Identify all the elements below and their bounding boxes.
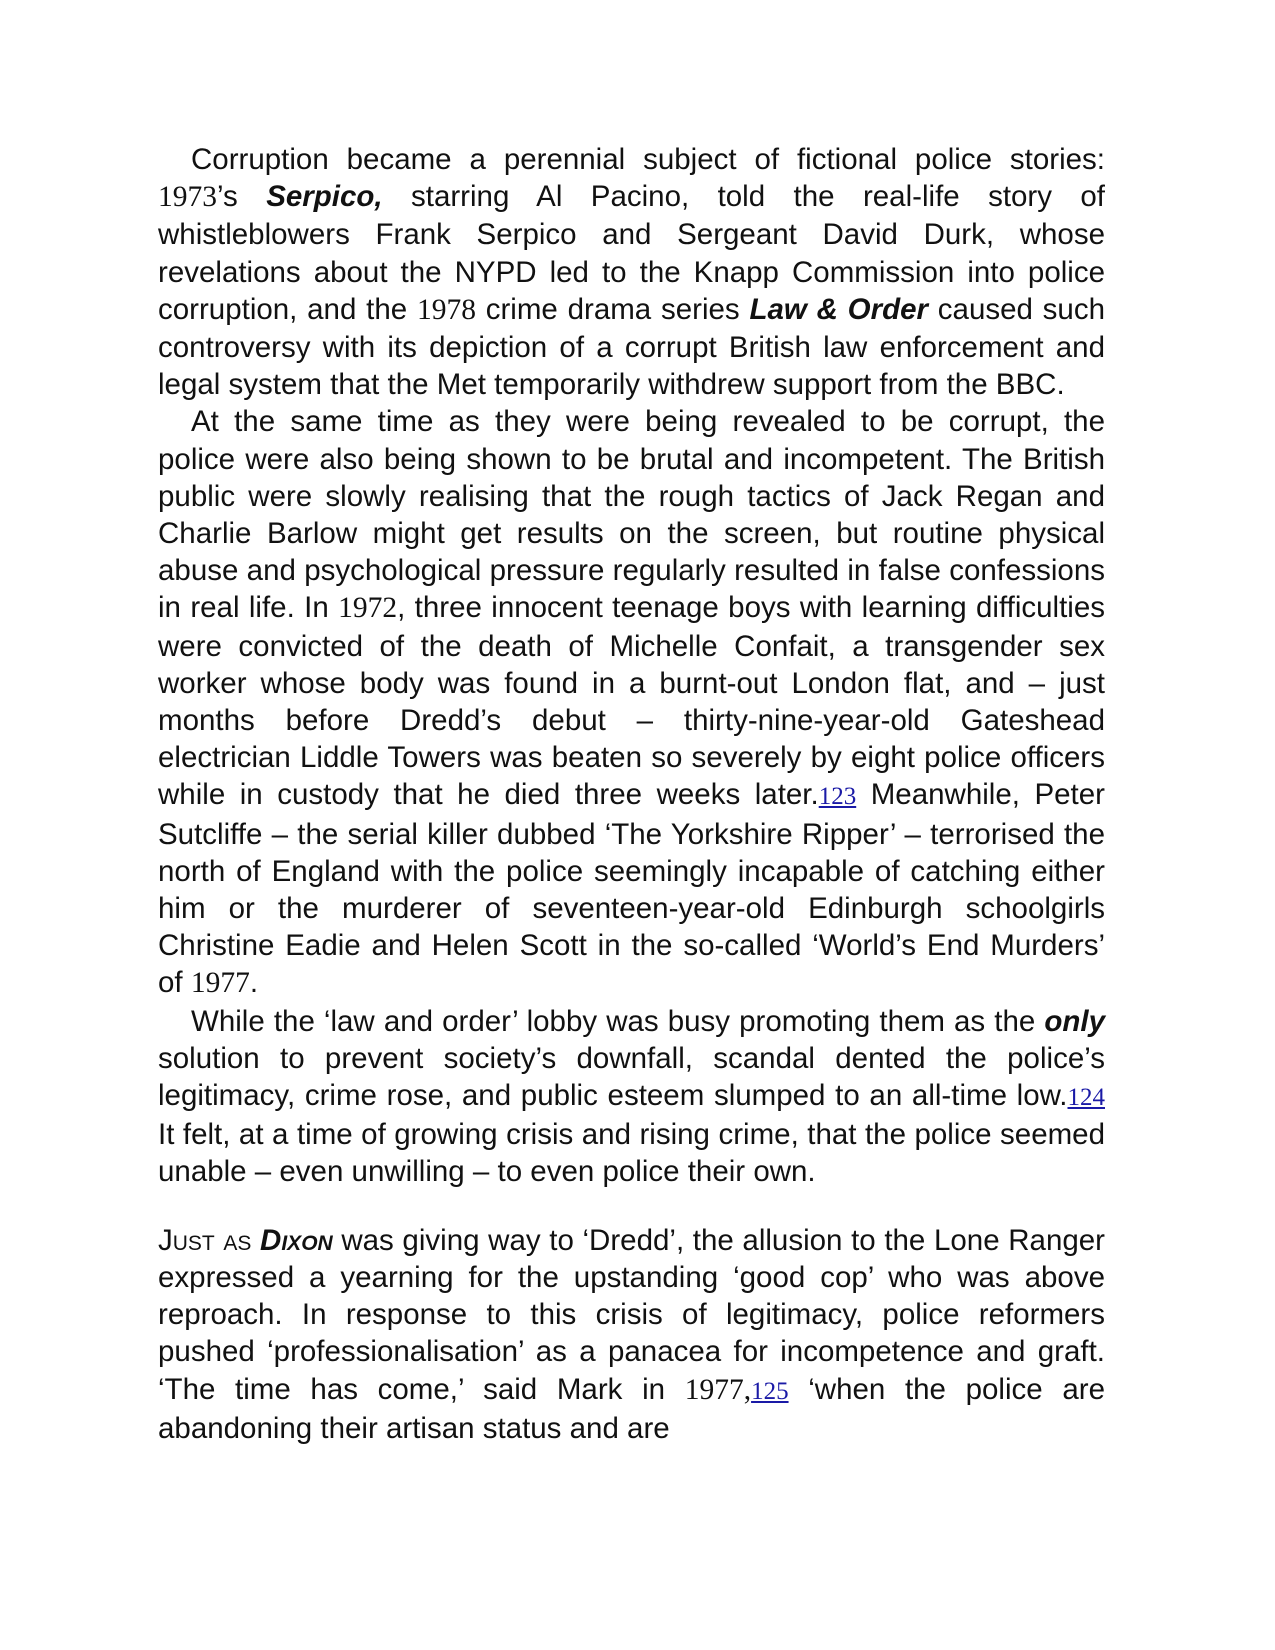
text-run: ’s (217, 180, 267, 214)
text-run: While the ‘law and order’ lobby was busy promoting them as the (191, 1004, 1045, 1038)
emphasized-text: Dixon (260, 1223, 333, 1257)
text-run: Meanwhile, Peter Sutcliffe – the serial killer dubbed ‘The Yorkshire Ripper’ – terrorised the north of England with the police seemingly incapable of catching either him or the murderer of seventeen-year-old Edinburgh schoolgirls Christine Eadie and Helen Scott in the so-called ‘World’s End Murders’ of (158, 778, 1105, 1000)
footnote-link[interactable]: 125 (751, 1377, 789, 1405)
text-run: Corruption became a perennial subject of fictional police stories: (191, 143, 1105, 176)
text-run: crime drama series (475, 292, 750, 326)
text-run: Just as (158, 1223, 252, 1257)
text-run: 1977, (684, 1373, 752, 1406)
text-run: . (249, 966, 259, 1000)
paragraph-legitimacy (158, 1003, 1105, 1191)
emphasized-text: Law & Order (749, 292, 929, 326)
text-run: caused such controversy with its depiction of a corrupt British law enforcement and legal system that the Met temporarily withdrew support from the BBC. (158, 292, 1106, 402)
page-body (158, 141, 1105, 1447)
text-run: starring Al Pacino, told the real-life story of whistleblowers Frank Serpico and Sergeant David Durk, whose revelations about the NYPD led to the Knapp Commission into police corruption, and the (158, 180, 1106, 326)
text-run: ‘when the police are abandoning their artisan status and are (158, 1372, 1105, 1445)
emphasized-text: only (1044, 1004, 1105, 1038)
text-run: At the same time as they were being revealed to be corrupt, the police were also being shown to be brutal and incompetent. The British public were slowly realising that the rough tactics of Jack Regan and Charlie Barlow might get results on the screen, but routine physical abuse and psychological pressure regularly resulted in false confessions in real life. In (158, 405, 1105, 625)
text-run: It felt, at a time of growing crisis and rising crime, that the police seemed unable – even unwilling – to even police their own. (158, 1118, 1105, 1189)
paragraph-brutality (158, 403, 1105, 1002)
text-run: 1978 (416, 293, 476, 326)
footnote-link[interactable]: 123 (818, 783, 857, 811)
footnote-link[interactable]: 124 (1067, 1084, 1105, 1112)
text-run (251, 1224, 260, 1257)
text-run: 1972 (338, 592, 398, 625)
text-run: , three innocent teenage boys with learning difficulties were convicted of the death of Michelle Confait, a transgender sex worker whose body was found in a burnt-out London flat, and – just months before Dredd’s debut – thirty-nine-year-old Gateshead electrician Liddle Towers was beaten so severely by eight police officers while in custody that he died three weeks later. (158, 591, 1106, 812)
text-run: 1973 (158, 181, 217, 214)
text-run: was giving way to ‘Dredd’, the allusion to the Lone Ranger expressed a yearning for the upstanding ‘good cop’ who was above reproach. In response to this crisis of legitimacy, police reformers pushed ‘professionalisation’ as a panacea for incompetence and graft. ‘The time has come,’ said Mark in (158, 1223, 1105, 1406)
paragraph-corruption (158, 141, 1105, 403)
text-run: solution to prevent society’s downfall, scandal dented the police’s legitimacy, crime rose, and public esteem slumped to an all-time low. (158, 1041, 1105, 1113)
text-run: 1977 (190, 967, 250, 1000)
emphasized-text: Serpico, (266, 180, 383, 214)
paragraph-professionalisation (158, 1222, 1105, 1447)
